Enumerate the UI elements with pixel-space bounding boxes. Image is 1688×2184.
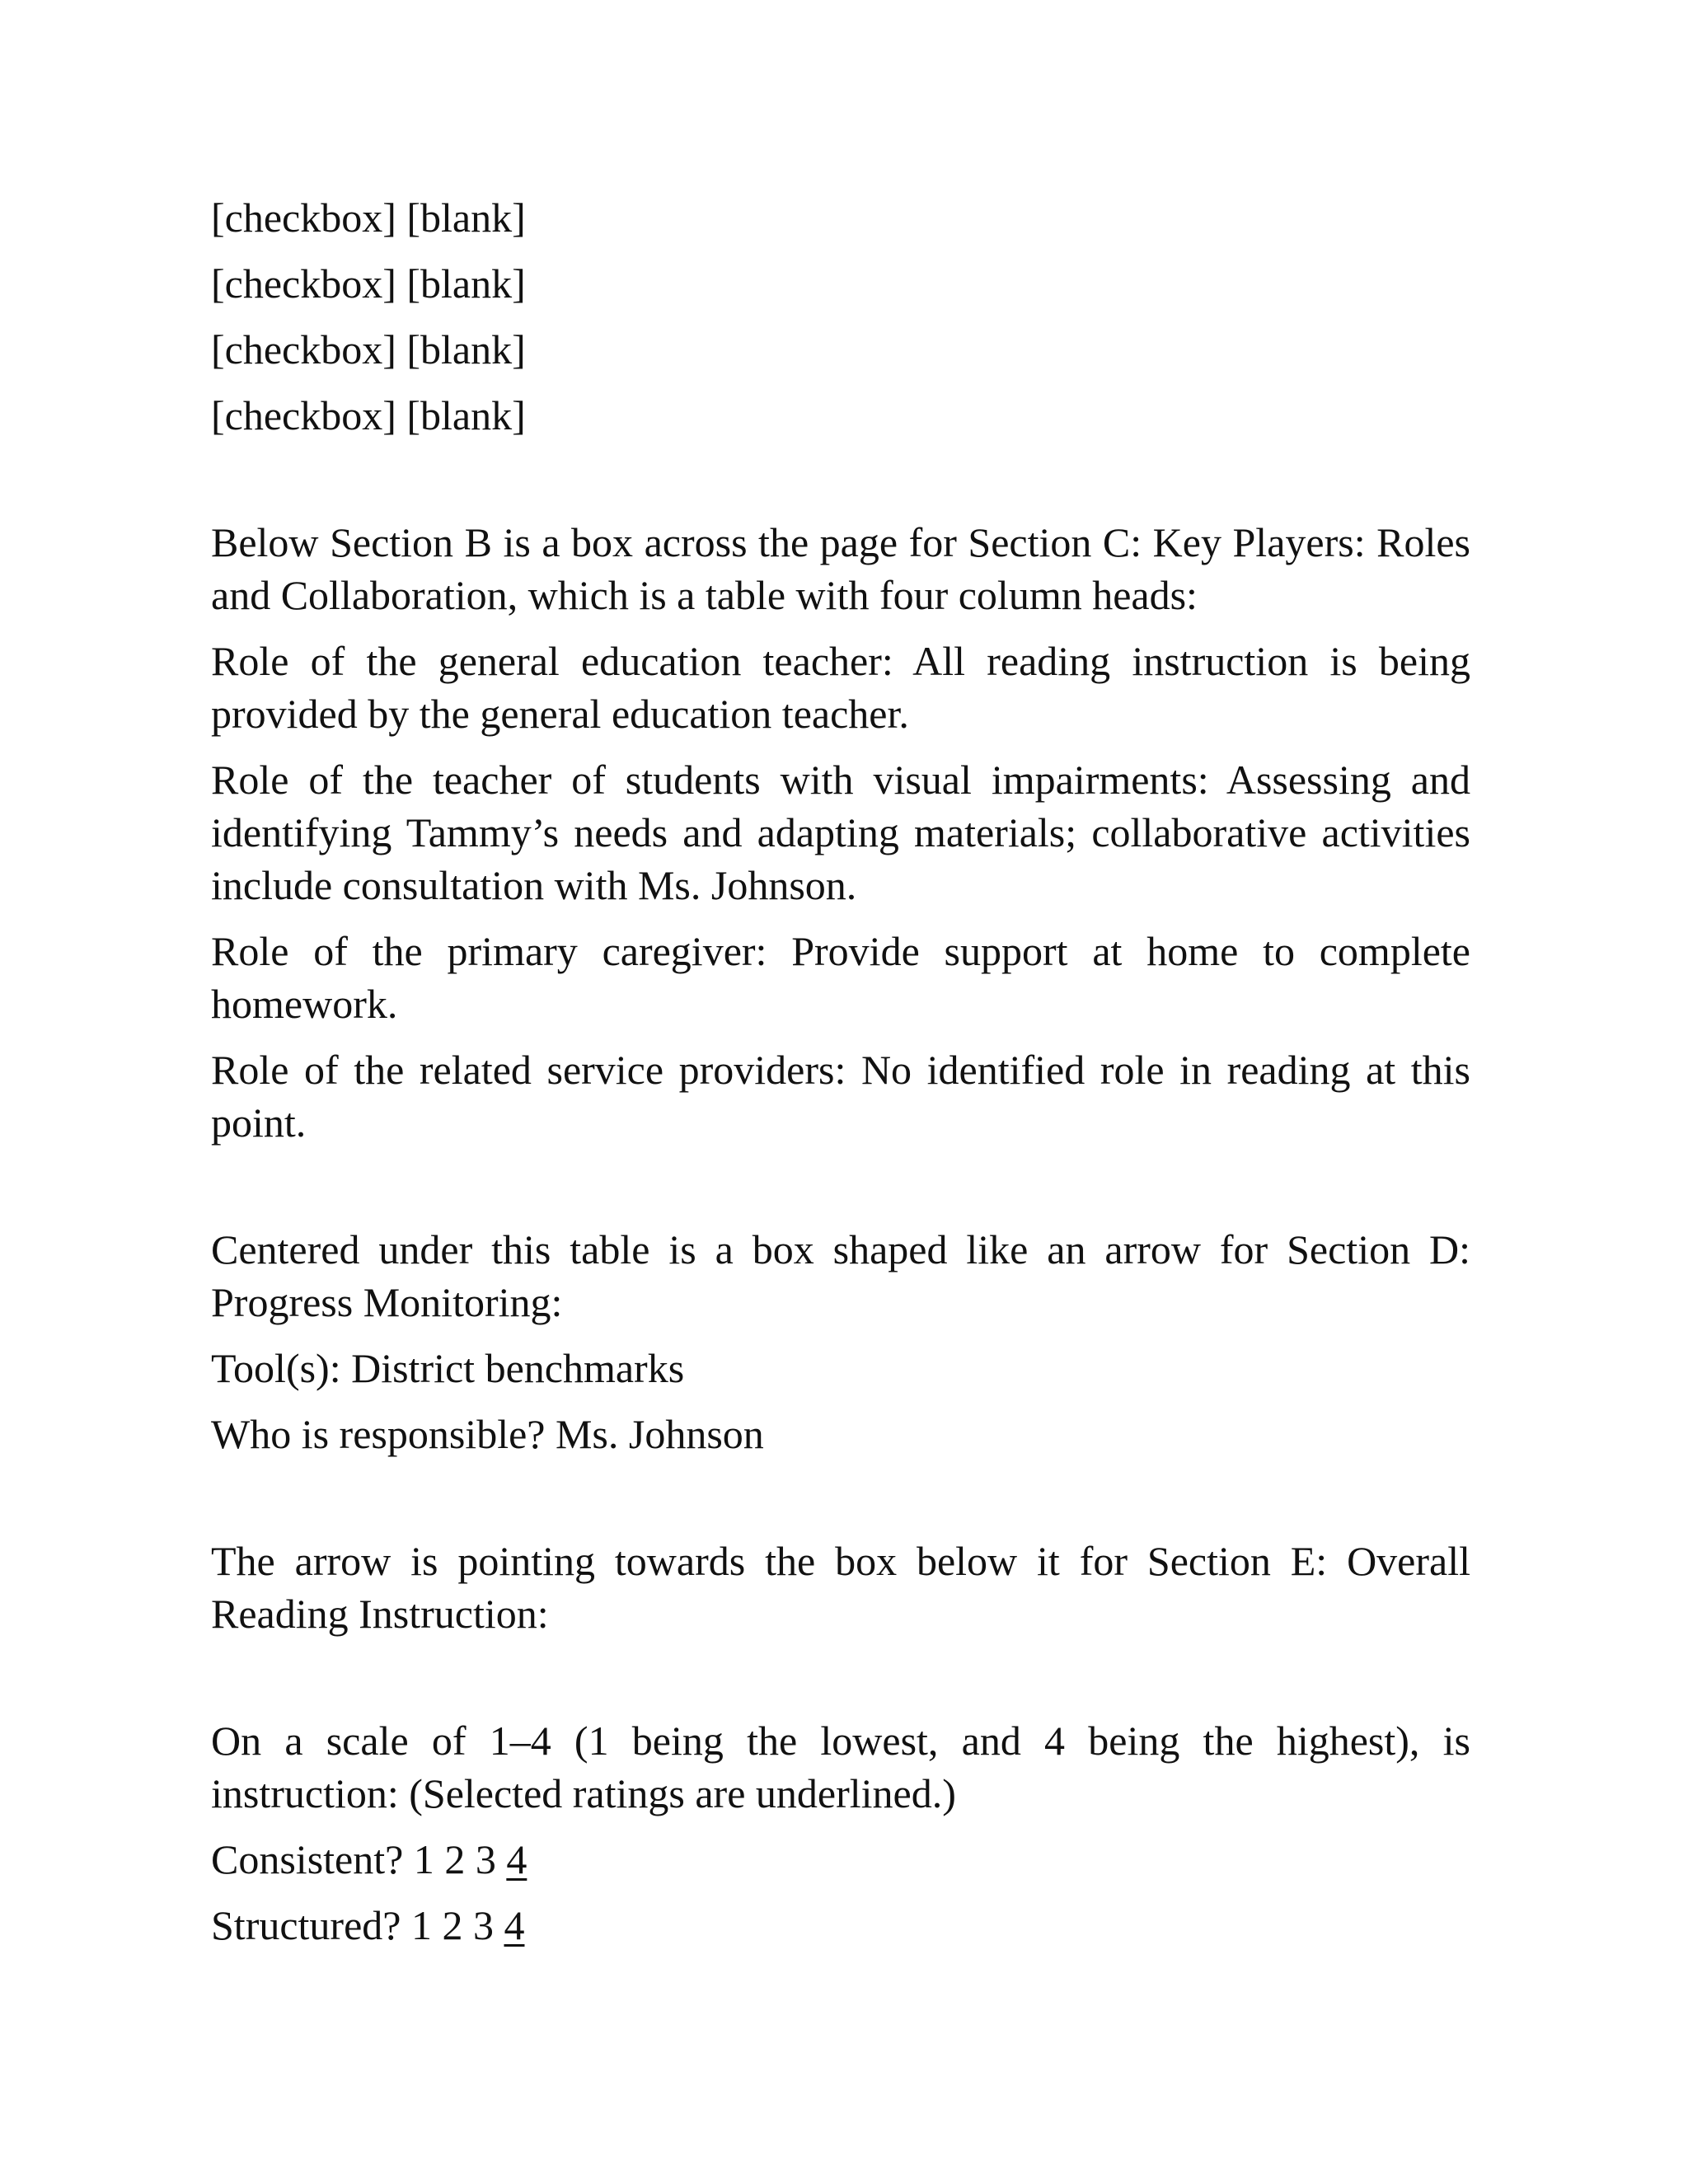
role-primary-caregiver: Role of the primary caregiver: Provide support at home to complete homework. — [211, 928, 1470, 1027]
spacer — [211, 1474, 1470, 1535]
role-general-education-teacher: Role of the general education teacher: All reading instruction is being provided by the general education teacher. — [211, 638, 1470, 737]
spacer — [211, 455, 1470, 516]
rating-options: 1 2 3 — [410, 1902, 494, 1948]
spacer — [211, 1162, 1470, 1223]
rating-options: 1 2 3 — [413, 1836, 496, 1882]
checklist-item: [checkbox] [blank] — [211, 326, 526, 373]
section-e — [211, 1535, 1470, 1640]
rating-label: Consistent? — [211, 1836, 404, 1882]
rating-scale-text: On a scale of 1–4 (1 being the lowest, and 4 being the highest), is instruction: (Selected ratings are underlined.) — [211, 1718, 1470, 1816]
rating-selected: 4 — [506, 1836, 528, 1882]
section-d — [211, 1223, 1470, 1460]
checklist-item: [checkbox] [blank] — [211, 260, 526, 307]
section-d-intro: Centered under this table is a box shaped like an arrow for Section D: Progress Monitoring: — [211, 1226, 1470, 1325]
checklist — [211, 191, 1470, 442]
section-c-intro: Below Section B is a box across the page for Section C: Key Players: Roles and Collaboration, which is a table with four column heads: — [211, 519, 1470, 618]
rating-structured — [211, 1899, 1470, 1952]
checklist-item: [checkbox] [blank] — [211, 392, 526, 438]
section-e-intro: The arrow is pointing towards the box below it for Section E: Overall Reading Instruction: — [211, 1538, 1470, 1637]
checklist-item: [checkbox] [blank] — [211, 194, 526, 241]
progress-tools: Tool(s): District benchmarks — [211, 1345, 685, 1391]
rating-consistent — [211, 1833, 1470, 1886]
progress-responsible: Who is responsible? Ms. Johnson — [211, 1411, 764, 1457]
role-related-service-providers: Role of the related service providers: No identified role in reading at this point. — [211, 1047, 1470, 1146]
document-page — [211, 191, 1470, 1965]
rating-selected: 4 — [504, 1902, 525, 1948]
rating-label: Structured? — [211, 1902, 401, 1948]
rating-block — [211, 1714, 1470, 1952]
spacer — [211, 1653, 1470, 1714]
role-tvi: Role of the teacher of students with visual impairments: Assessing and identifying Tammy’s needs and adapting materials; collaborative activities include consultation with Ms. Johnson. — [211, 757, 1470, 908]
section-c — [211, 516, 1470, 1149]
